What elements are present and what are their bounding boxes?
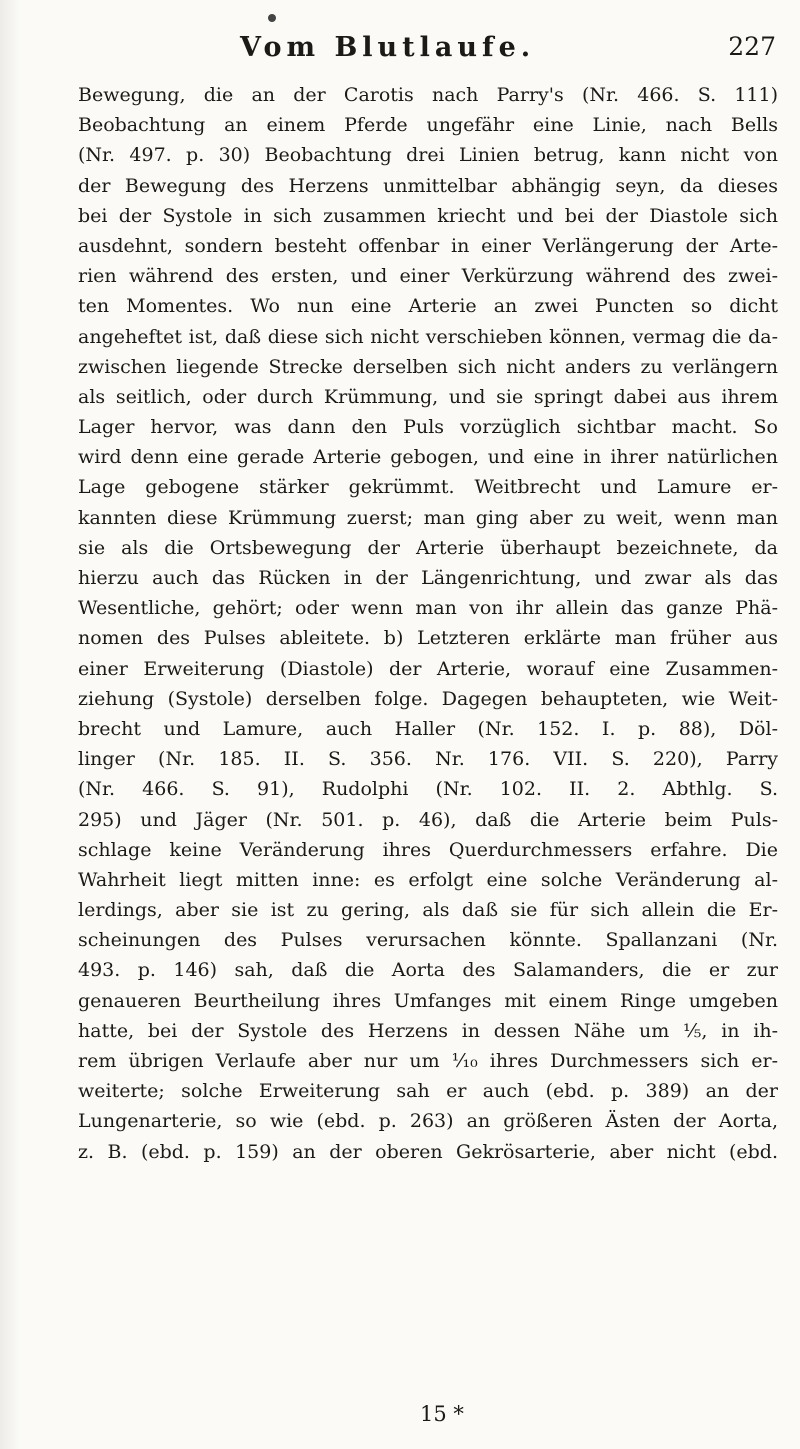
text-line: weiterte; solche Erweiterung sah er auch (ebd. p. 389) an der [78,1080,778,1103]
ink-spot [268,14,276,22]
text-line: Wesentliche, gehört; oder wenn man von ihr allein das ganze Phä- [78,597,778,620]
text-line: ausdehnt, sondern besteht offenbar in einer Verlängerung der Arte- [78,234,778,257]
text-line: Beobachtung an einem Pferde ungefähr eine Linie, nach Bells [78,114,778,137]
text-line: Lage gebogene stärker gekrümmt. Weitbrecht und Lamure er- [78,476,778,499]
text-line: z. B. (ebd. p. 159) an der oberen Gekrösarterie, aber nicht (ebd. [78,1140,778,1163]
body-text [78,80,778,1167]
text-line: der Bewegung des Herzens unmittelbar abhängig seyn, da dieses [78,174,778,197]
text-line: angeheftet ist, daß diese sich nicht verschieben können, vermag die da- [78,325,778,348]
text-line: einer Erweiterung (Diastole) der Arterie, worauf eine Zusammen- [78,657,778,680]
running-title: Vom Blutlaufe. [240,32,536,63]
text-line: 493. p. 146) sah, daß die Aorta des Salamanders, die er zur [78,959,778,982]
text-line: Lager hervor, was dann den Puls vorzüglich sichtbar macht. So [78,416,778,439]
text-line: ziehung (Systole) derselben folge. Dagegen behaupteten, wie Weit- [78,687,778,710]
text-line: nomen des Pulses ableitete. b) Letzteren erklärte man früher aus [78,627,778,650]
text-line: Lungenarterie, so wie (ebd. p. 263) an größeren Ästen der Aorta, [78,1110,778,1133]
text-line: zwischen liegende Strecke derselben sich nicht anders zu verlängern [78,355,778,378]
text-line: (Nr. 497. p. 30) Beobachtung drei Linien betrug, kann nicht von [78,144,778,167]
text-line: lerdings, aber sie ist zu gering, als daß sie für sich allein die Er- [78,899,778,922]
text-line: als seitlich, oder durch Krümmung, und sie springt dabei aus ihrem [78,385,778,408]
text-line: sie als die Ortsbewegung der Arterie überhaupt bezeichnete, da [78,536,778,559]
text-line: rien während des ersten, und einer Verkürzung während des zwei- [78,265,778,288]
text-line: wird denn eine gerade Arterie gebogen, und eine in ihrer natürlichen [78,446,778,469]
text-line: 295) und Jäger (Nr. 501. p. 46), daß die Arterie beim Puls- [78,808,778,831]
signature-mark: 15 * [420,1402,464,1426]
text-line: schlage keine Veränderung ihres Querdurchmessers erfahre. Die [78,838,778,861]
text-line: Bewegung, die an der Carotis nach Parry's (Nr. 466. S. 111) [78,84,778,106]
page-number: 227 [728,32,776,61]
text-line: rem übrigen Verlaufe aber nur um ¹⁄₁₀ ihres Durchmessers sich er- [78,1050,778,1072]
text-line: Wahrheit liegt mitten inne: es erfolgt eine solche Veränderung al- [78,868,778,891]
text-line: hierzu auch das Rücken in der Längenrichtung, und zwar als das [78,567,778,589]
page-fold-shadow [0,0,20,1449]
text-line: scheinungen des Pulses verursachen könnte. Spallanzani (Nr. [78,929,778,952]
text-line: brecht und Lamure, auch Haller (Nr. 152. I. p. 88), Döl- [78,717,778,740]
page-header [0,14,800,64]
text-line: genaueren Beurtheilung ihres Umfanges mit einem Ringe umgeben [78,989,778,1012]
text-line: linger (Nr. 185. II. S. 356. Nr. 176. VII. S. 220), Parry [78,748,778,771]
text-line: bei der Systole in sich zusammen kriecht und bei der Diastole sich [78,204,778,227]
text-line: hatte, bei der Systole des Herzens in dessen Nähe um ⅕, in ih- [78,1019,778,1042]
text-line: kannten diese Krümmung zuerst; man ging aber zu weit, wenn man [78,506,778,529]
text-line: ten Momentes. Wo nun eine Arterie an zwei Puncten so dicht [78,295,778,318]
text-line: (Nr. 466. S. 91), Rudolphi (Nr. 102. II. 2. Abthlg. S. [78,778,778,801]
